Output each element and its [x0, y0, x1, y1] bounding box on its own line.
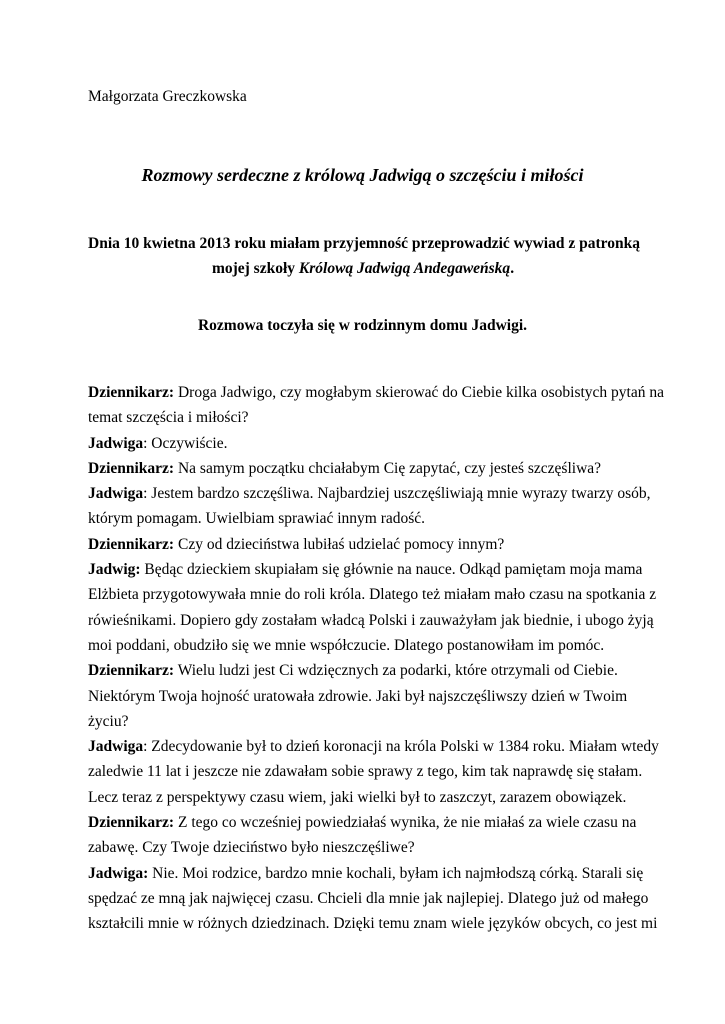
intro-line-2 — [88, 256, 638, 281]
dialogue-line — [88, 380, 664, 405]
dialogue-text: którym pomagam. Uwielbiam sprawiać innym radość. — [88, 510, 426, 528]
dialogue-line — [88, 835, 648, 860]
dialogue-line — [88, 886, 648, 911]
speaker-label: Dziennikarz: — [88, 535, 175, 553]
dialogue-line — [88, 608, 654, 633]
dialogue-text: życiu? — [88, 712, 129, 730]
dialogue-text: spędzać ze mną jak najwięcej czasu. Chcieli dla mnie jak najlepiej. Dlatego już od małego — [88, 889, 649, 907]
dialogue-line — [88, 684, 648, 709]
speaker-label: Dziennikarz: — [88, 384, 175, 401]
speaker-label: Dziennikarz: — [88, 459, 175, 477]
dialogue-line — [88, 506, 648, 531]
document-title: Rozmowy serdeczne z królową Jadwigą o szczęściu i miłości — [141, 165, 584, 185]
dialogue-line — [88, 734, 659, 759]
dialogue-text: moi poddani, obudziło się we mnie współczucie. Dlatego postanowiłam im pomóc. — [88, 636, 605, 654]
dialogue-text: Nie. Moi rodzice, bardzo mnie kochali, byłam ich najmłodszą córką. Starali się — [148, 864, 644, 882]
dialogue-text: rówieśnikami. Dopiero gdy zostałam władcą Polski i zauważyłam jak biednie, i ubogo żyją — [88, 611, 654, 629]
setting-statement: Rozmowa toczyła się w rodzinnym domu Jadwigi. — [197, 317, 528, 334]
dialogue-text: Wielu ludzi jest Ci wdzięcznych za podarki, które otrzymali od Ciebie. — [174, 662, 618, 680]
dialogue-line — [88, 456, 648, 481]
speaker-label: Dziennikarz: — [88, 662, 175, 680]
dialogue-text: Elżbieta przygotowywała mnie do roli króla. Dlatego też miałam mało czasu na spotkania z — [88, 586, 657, 604]
dialogue-line — [88, 709, 648, 734]
dialogue-line — [88, 557, 648, 582]
speaker-label: Jadwiga — [88, 485, 144, 503]
intro-prefix: mojej szkoły — [211, 260, 299, 277]
speaker-label: Jadwiga — [88, 738, 144, 756]
speaker-label: Dziennikarz: — [88, 814, 175, 832]
dialogue-text: zaledwie 11 lat i jeszcze nie zdawałam sobie sprawy z tego, kim tak naprawdę się stałam. — [88, 763, 643, 781]
dialogue-text: kształcili mnie w różnych dziedzinach. Dzięki temu znam wiele języków obcych, co jest mi — [88, 915, 658, 933]
intro-suffix: . — [510, 260, 515, 277]
intro-patron-name: Królową Jadwigą Andegaweńską — [298, 260, 511, 277]
dialogue-line — [88, 431, 648, 456]
intro-line-1: Dnia 10 kwietna 2013 roku miałam przyjemność przeprowadzić wywiad z patronką — [88, 235, 640, 252]
dialogue-line — [88, 481, 651, 506]
dialogue-text: Na samym początku chciałabym Cię zapytać, czy jesteś szczęśliwa? — [174, 459, 602, 477]
dialogue-line — [88, 911, 658, 936]
interview-dialogue — [88, 380, 664, 937]
dialogue-text: : Jestem bardzo szczęśliwa. Najbardziej uszczęśliwiają mnie wyrazy twarzy osób, — [143, 485, 651, 503]
dialogue-line — [88, 861, 648, 886]
dialogue-line — [88, 532, 648, 557]
dialogue-text: Czy od dzieciństwa lubiłaś udzielać pomocy innym? — [174, 535, 505, 553]
dialogue-line — [88, 658, 648, 683]
dialogue-text: : Oczywiście. — [143, 434, 228, 452]
dialogue-text: zabawę. Czy Twoje dzieciństwo było nieszczęśliwe? — [88, 839, 415, 857]
dialogue-line — [88, 810, 648, 835]
intro-paragraph — [88, 231, 638, 281]
dialogue-line — [88, 759, 648, 784]
dialogue-text: temat szczęścia i miłości? — [88, 409, 249, 427]
dialogue-line — [88, 785, 648, 810]
dialogue-text: Będąc dzieckiem skupiałam się głównie na nauce. Odkąd pamiętam moja mama — [140, 561, 643, 579]
dialogue-text: Lecz teraz z perspektywy czasu wiem, jaki wielki był to zaszczyt, zarazem obowiązek. — [88, 788, 627, 806]
dialogue-text: Z tego co wcześniej powiedziałaś wynika, że nie miałaś za wiele czasu na — [174, 814, 637, 832]
dialogue-line — [88, 405, 648, 430]
dialogue-line — [88, 582, 657, 607]
dialogue-text: : Zdecydowanie był to dzień koronacji na króla Polski w 1384 roku. Miałam wtedy — [143, 738, 659, 756]
dialogue-line — [88, 633, 648, 658]
speaker-label: Jadwig: — [88, 561, 141, 579]
dialogue-text: Droga Jadwigo, czy mogłabym skierować do Ciebie kilka osobistych pytań na — [174, 384, 664, 401]
author-name: Małgorzata Greczkowska — [88, 88, 247, 105]
dialogue-text: Niektórym Twoja hojność uratowała zdrowie. Jaki był najszczęśliwszy dzień w Twoim — [88, 687, 628, 705]
speaker-label: Jadwiga — [88, 434, 144, 452]
speaker-label: Jadwiga: — [88, 864, 149, 882]
